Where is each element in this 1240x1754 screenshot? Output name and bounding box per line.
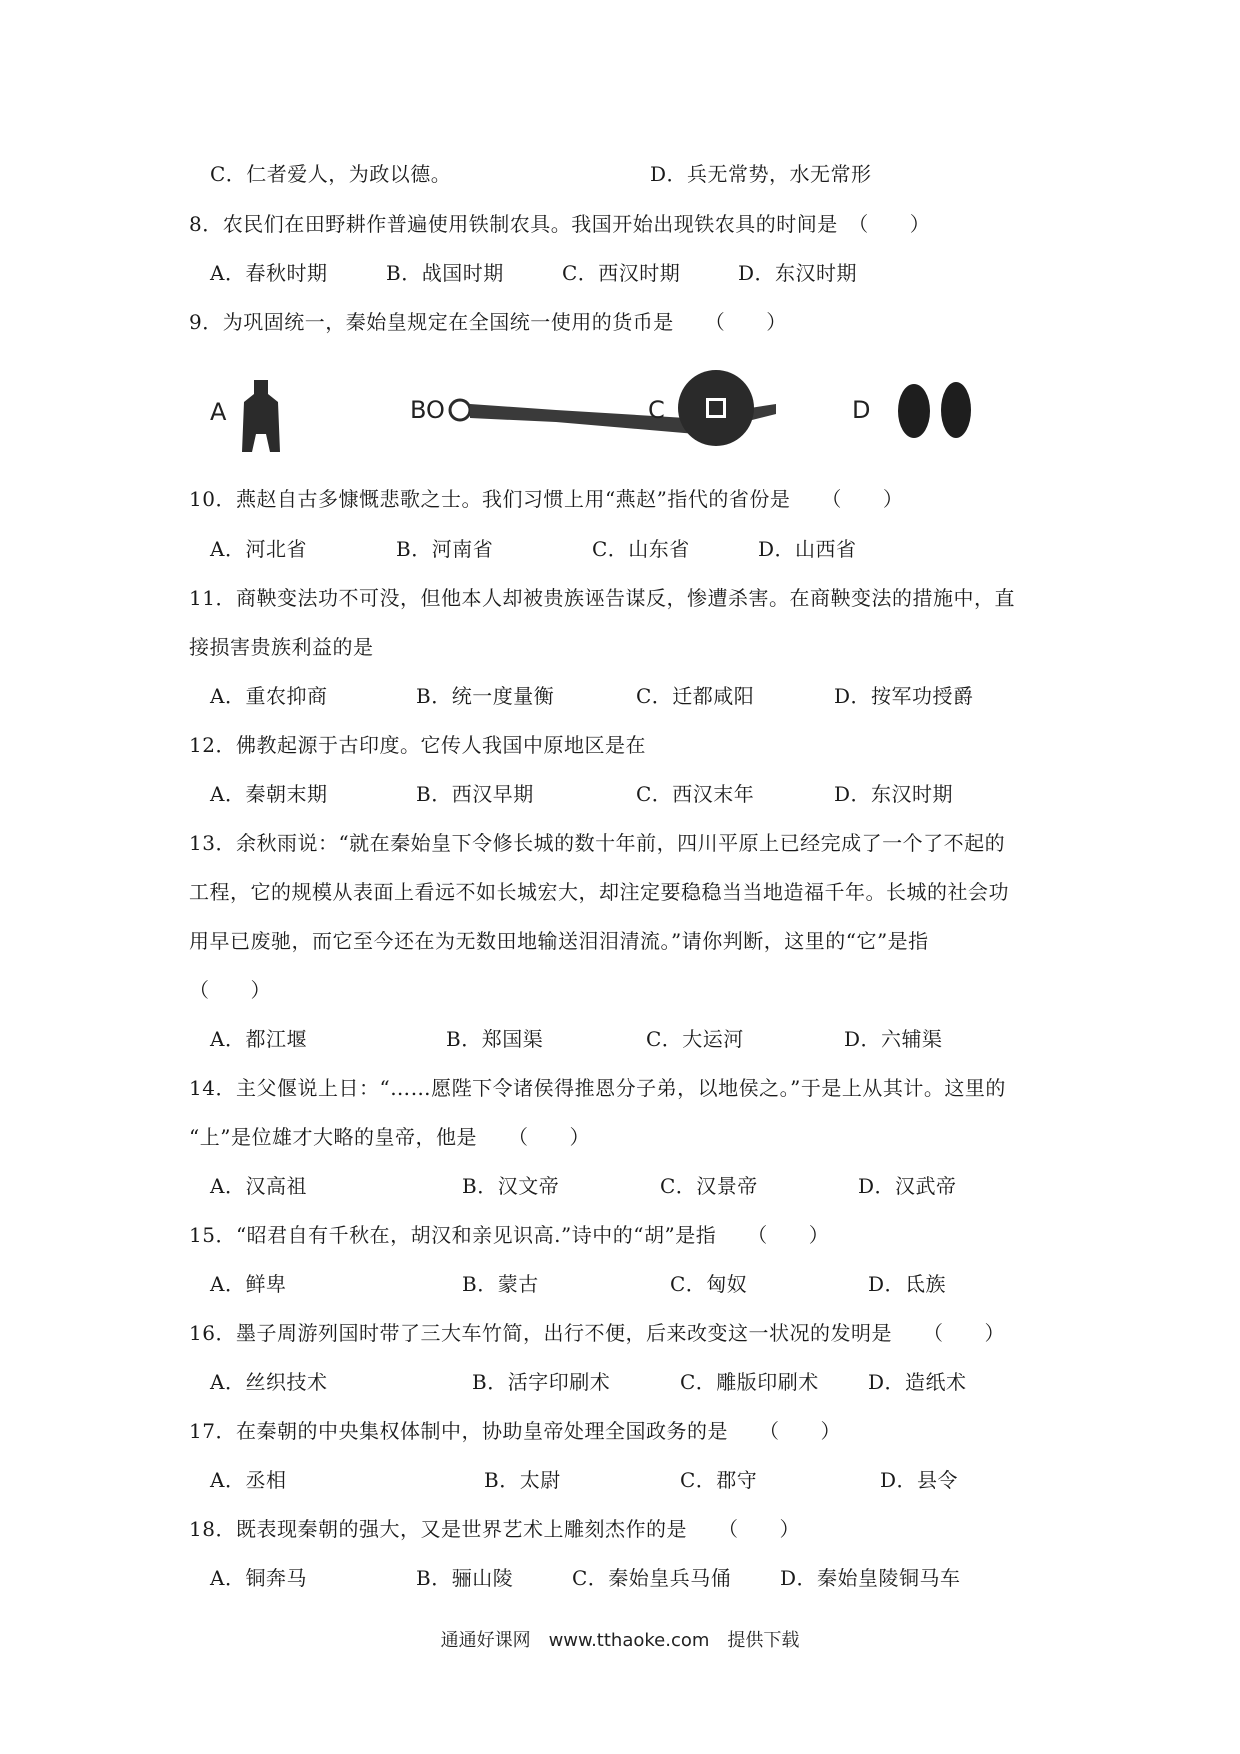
coin-label-c: C [648, 396, 665, 424]
spade-coin-icon [236, 376, 286, 456]
q14-option-a: A．汉高祖 [210, 1174, 307, 1198]
coin-label-a: A [210, 398, 227, 426]
q8-option-c: C．西汉时期 [562, 261, 681, 285]
q18-option-c: C．秦始皇兵马俑 [572, 1566, 732, 1590]
q15-option-b: B．蒙古 [462, 1272, 539, 1296]
q17-option-d: D．县令 [880, 1468, 959, 1492]
q16-option-a: A．丝织技术 [210, 1370, 328, 1394]
q14-option-d: D．汉武帝 [858, 1174, 957, 1198]
q15-stem: 15．“昭君自有千秋在，胡汉和亲见识高.”诗中的“胡”是指 （ ） [189, 1223, 830, 1247]
q12-option-a: A．秦朝末期 [210, 782, 328, 806]
q12-option-c: C．西汉末年 [636, 782, 755, 806]
q15-option-a: A．鲜卑 [210, 1272, 287, 1296]
q8-options [210, 259, 1110, 287]
q8-option-d: D．东汉时期 [738, 261, 858, 285]
q13-option-a: A．都江堰 [210, 1027, 307, 1051]
q11-option-d: D．按军功授爵 [834, 684, 974, 708]
q13-options [210, 1025, 1110, 1053]
q12-stem: 12．佛教起源于古印度。它传人我国中原地区是在 [189, 733, 646, 757]
q13-option-b: B．郑国渠 [446, 1027, 544, 1051]
q11-options [210, 682, 1110, 710]
q13-stem-line1: 13．余秋雨说：“就在秦始皇下令修长城的数十年前，四川平原上已经完成了一个了不起的 [189, 831, 1006, 855]
q17-stem: 17．在秦朝的中央集权体制中，协助皇帝处理全国政务的是 （ ） [189, 1419, 841, 1443]
q17-option-b: B．太尉 [484, 1468, 561, 1492]
q9-currency-image [200, 370, 1000, 468]
q11-option-a: A．重农抑商 [210, 684, 328, 708]
q7-option-c: C．仁者爱人，为政以德。 [210, 162, 452, 186]
q8-option-b: B．战国时期 [386, 261, 504, 285]
q13-stem-line2: 工程，它的规模从表面上看远不如长城宏大，却注定要稳稳当当地造福千年。长城的社会功 [189, 880, 1009, 904]
q18-option-a: A．铜奔马 [210, 1566, 307, 1590]
q16-stem: 16．墨子周游列国时带了三大车竹简，出行不便，后来改变这一状况的发明是 （ ） [189, 1321, 1005, 1345]
knife-coin-icon [446, 388, 816, 448]
q14-option-b: B．汉文帝 [462, 1174, 560, 1198]
q10-options [210, 535, 1110, 563]
q10-option-c: C．山东省 [592, 537, 690, 561]
q16-option-d: D．造纸术 [868, 1370, 967, 1394]
q11-stem-line1: 11．商鞅变法功不可没，但他本人却被贵族诬告谋反，惨遭杀害。在商鞅变法的措施中，直 [189, 586, 1015, 610]
q10-option-b: B．河南省 [396, 537, 494, 561]
q18-option-d: D．秦始皇陵铜马车 [780, 1566, 961, 1590]
q16-option-b: B．活字印刷术 [472, 1370, 611, 1394]
q13-option-d: D．六辅渠 [844, 1027, 943, 1051]
ant-nose-coin-icon [892, 376, 982, 446]
q18-stem: 18．既表现秦朝的强大，又是世界艺术上雕刻杰作的是 （ ） [189, 1517, 800, 1541]
q7-options [210, 160, 1110, 188]
q9-stem: 9．为巩固统一，秦始皇规定在全国统一使用的货币是 （ ） [189, 310, 787, 334]
q12-option-d: D．东汉时期 [834, 782, 954, 806]
q8-option-a: A．春秋时期 [210, 261, 328, 285]
q13-stem-line4: （ ） [189, 978, 271, 1002]
round-coin-icon [674, 366, 758, 450]
q14-stem-line2: “上”是位雄才大略的皇帝，他是 （ ） [189, 1125, 590, 1149]
q14-options [210, 1172, 1110, 1200]
q16-options [210, 1368, 1110, 1396]
q12-option-b: B．西汉早期 [416, 782, 534, 806]
q17-option-c: C．郡守 [680, 1468, 758, 1492]
q11-option-b: B．统一度量衡 [416, 684, 555, 708]
q18-option-b: B．骊山陵 [416, 1566, 514, 1590]
q13-option-c: C．大运河 [646, 1027, 744, 1051]
q15-option-c: C．匈奴 [670, 1272, 748, 1296]
page-footer: 通通好课网 www.tthaoke.com 提供下载 [440, 1630, 800, 1651]
coin-label-d: D [852, 396, 871, 424]
q10-option-a: A．河北省 [210, 537, 307, 561]
q17-options [210, 1466, 1110, 1494]
q8-stem: 8．农民们在田野耕作普遍使用铁制农具。我国开始出现铁农具的时间是 （ ） [189, 212, 931, 236]
q7-option-d: D．兵无常势，水无常形 [650, 162, 872, 186]
q15-option-d: D．氐族 [868, 1272, 947, 1296]
q17-option-a: A．丞相 [210, 1468, 287, 1492]
q14-option-c: C．汉景帝 [660, 1174, 758, 1198]
coin-label-b: BO [410, 396, 445, 424]
q18-options [210, 1564, 1110, 1592]
q11-stem-line2: 接损害贵族利益的是 [189, 635, 374, 659]
q16-option-c: C．雕版印刷术 [680, 1370, 819, 1394]
q10-stem: 10．燕赵自古多慷慨悲歌之士。我们习惯上用“燕赵”指代的省份是 （ ） [189, 487, 904, 511]
q11-option-c: C．迁都咸阳 [636, 684, 755, 708]
q12-options [210, 780, 1110, 808]
q10-option-d: D．山西省 [758, 537, 857, 561]
q15-options [210, 1270, 1110, 1298]
q14-stem-line1: 14．主父偃说上日：“……愿陛下令诸侯得推恩分子弟，以地侯之。”于是上从其计。这里的 [189, 1076, 1006, 1100]
q13-stem-line3: 用早已废驰，而它至今还在为无数田地输送泪泪清流。”请你判断，这里的“它”是指 [189, 929, 929, 953]
